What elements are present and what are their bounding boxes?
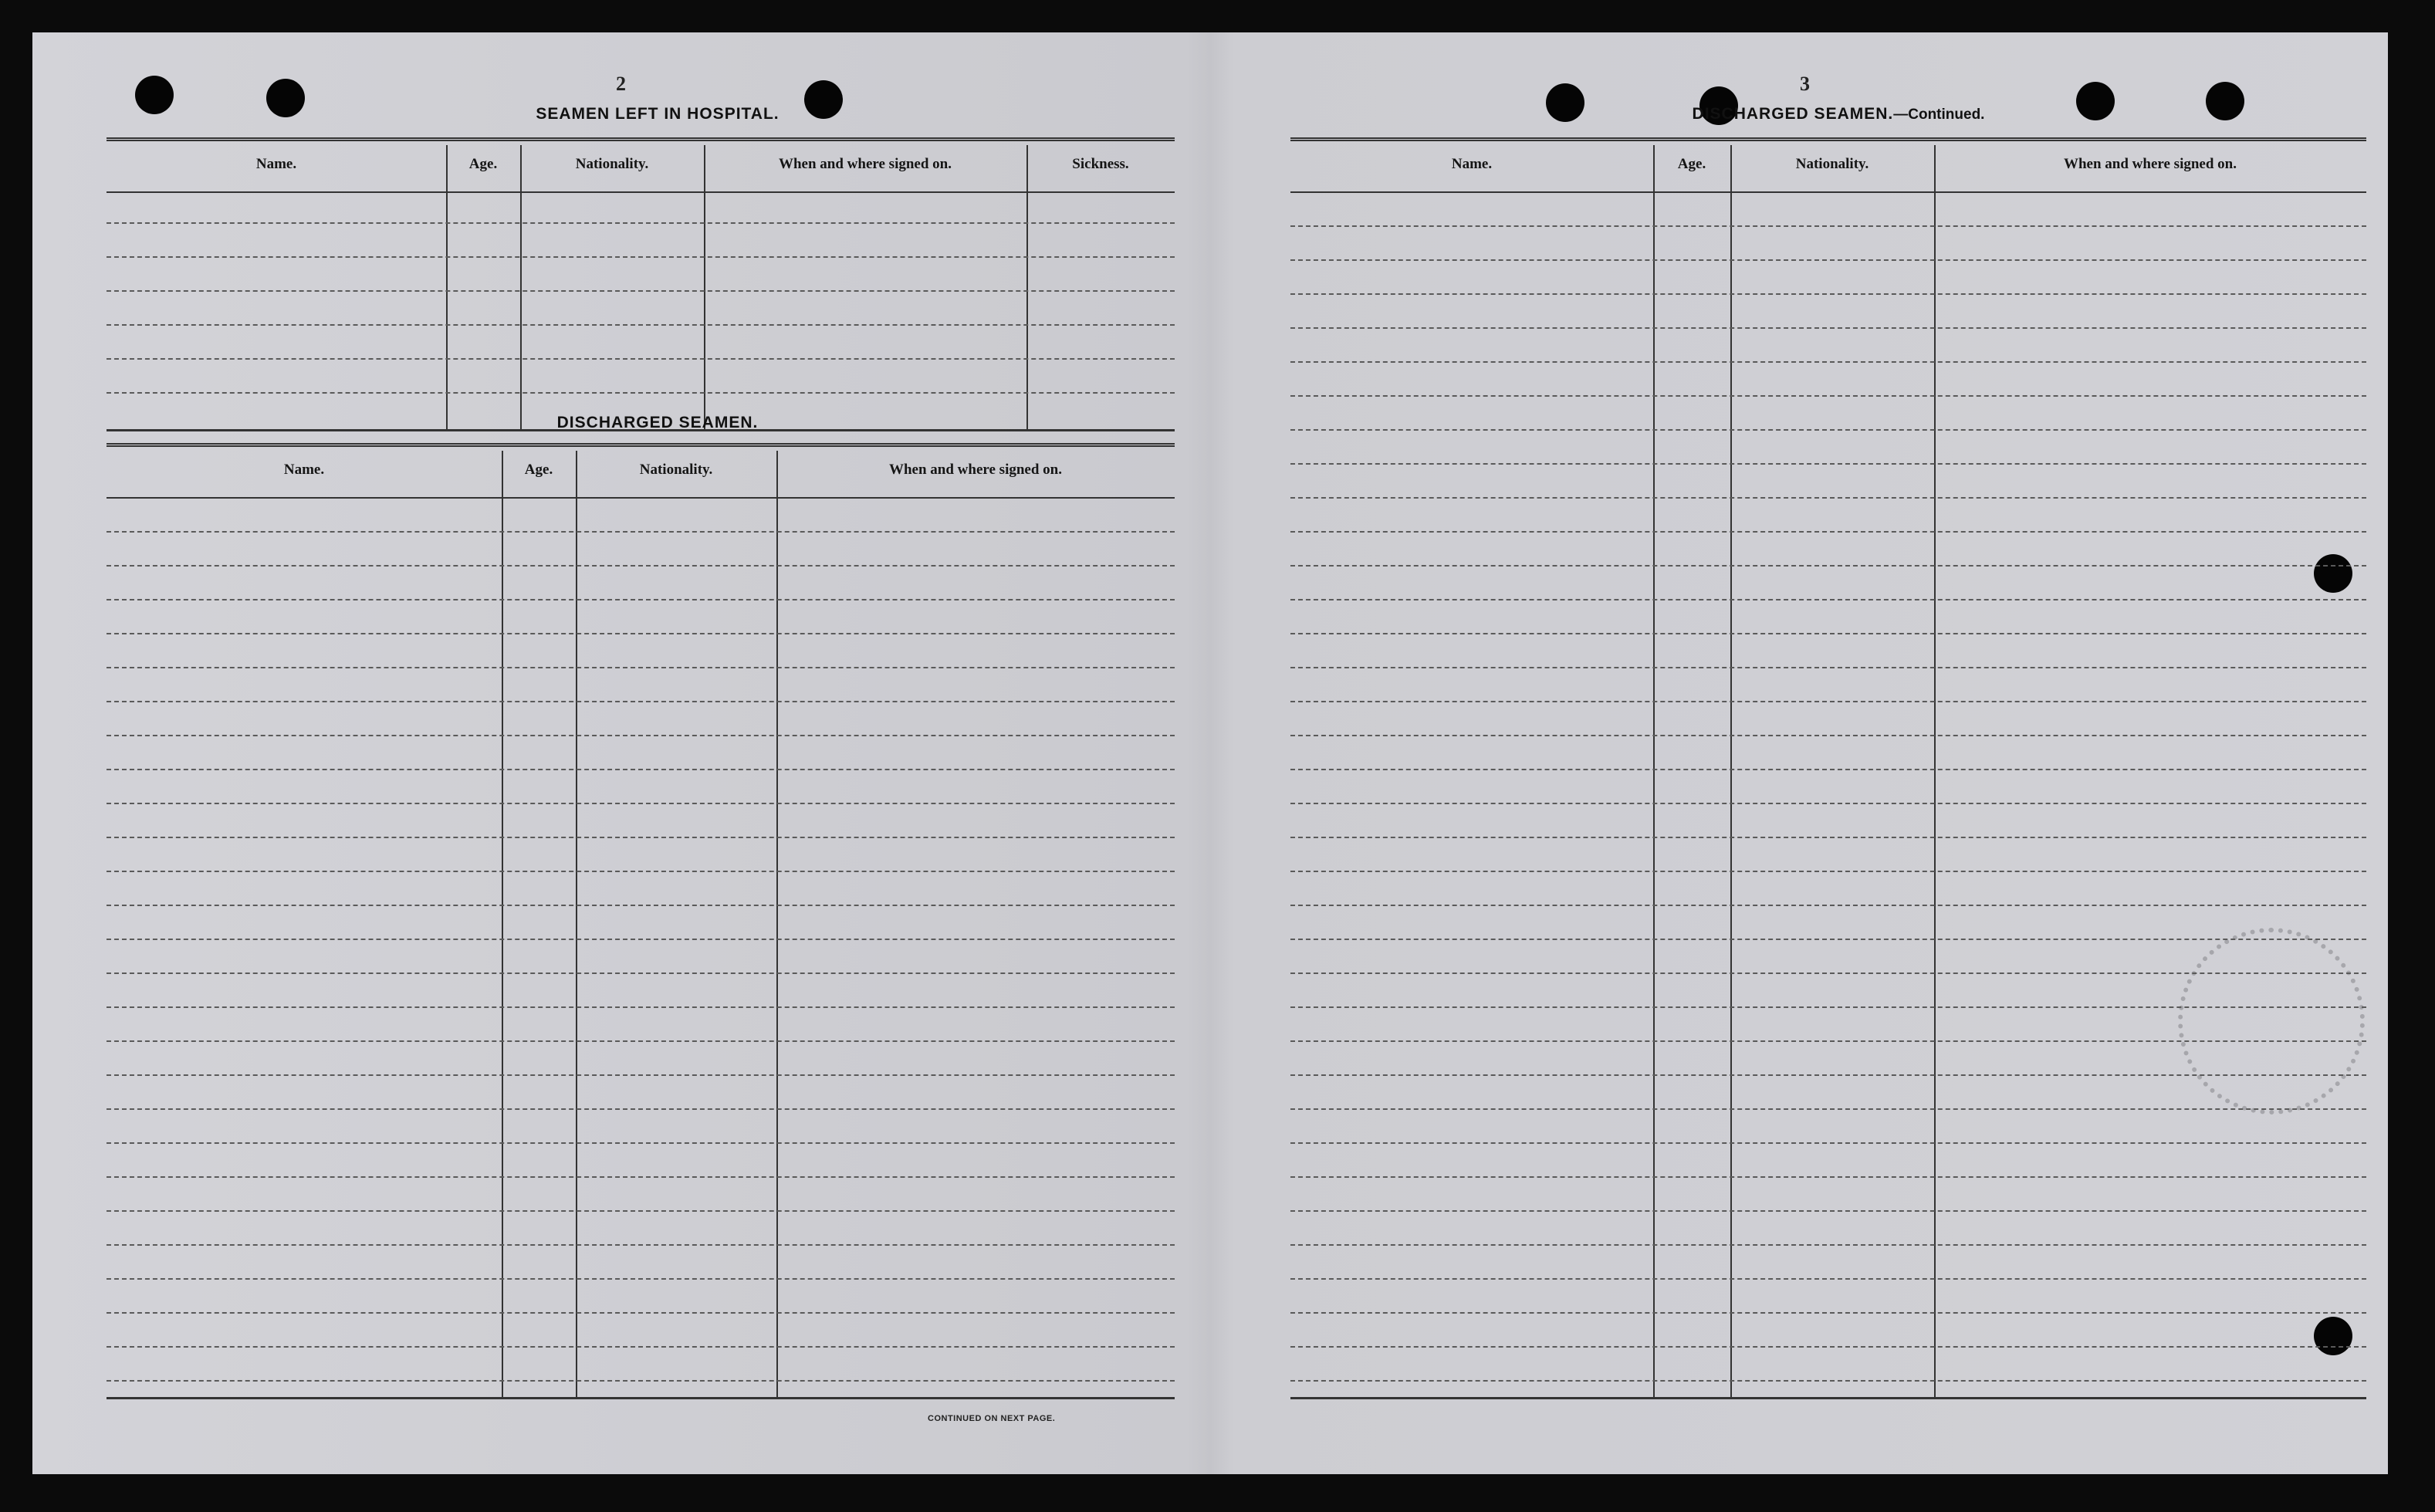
- continued-note: CONTINUED ON NEXT PAGE.: [928, 1414, 1056, 1423]
- discharged-table-right: [1290, 137, 2366, 1400]
- punch-hole: [2076, 82, 2115, 120]
- punch-hole: [2206, 82, 2244, 120]
- discharged-section-title-left: DISCHARGED SEAMEN.: [556, 414, 759, 431]
- continued-suffix: —Continued.: [1893, 107, 1985, 123]
- col-header-when-where: When and where signed on.: [2063, 156, 2237, 172]
- col-header-name: Name.: [1451, 156, 1493, 172]
- punch-hole: [135, 76, 174, 114]
- col-header-name: Name.: [283, 462, 325, 478]
- col-header-nationality: Nationality.: [639, 462, 713, 478]
- col-header-when-where: When and where signed on.: [888, 462, 1062, 478]
- col-header-name: Name.: [255, 156, 297, 172]
- col-header-age: Age.: [1677, 156, 1706, 172]
- col-header-nationality: Nationality.: [1795, 156, 1869, 172]
- discharged-table-left: [107, 443, 1175, 1400]
- page-number-right: 3: [1800, 73, 1810, 95]
- punch-hole: [1546, 83, 1584, 122]
- discharged-title-text: DISCHARGED SEAMEN.: [1692, 105, 1894, 123]
- scanned-document-sheet: [32, 32, 2388, 1474]
- punch-hole: [266, 79, 305, 117]
- discharged-section-title-right: [1607, 105, 2070, 123]
- col-header-age: Age.: [524, 462, 553, 478]
- page-number-left: 2: [616, 73, 626, 95]
- col-header-age: Age.: [468, 156, 498, 172]
- col-header-nationality: Nationality.: [575, 156, 649, 172]
- hospital-table: [107, 137, 1175, 431]
- col-header-sickness: Sickness.: [1072, 156, 1129, 172]
- hospital-section-title: SEAMEN LEFT IN HOSPITAL.: [536, 105, 780, 123]
- col-header-when-where: When and where signed on.: [778, 156, 952, 172]
